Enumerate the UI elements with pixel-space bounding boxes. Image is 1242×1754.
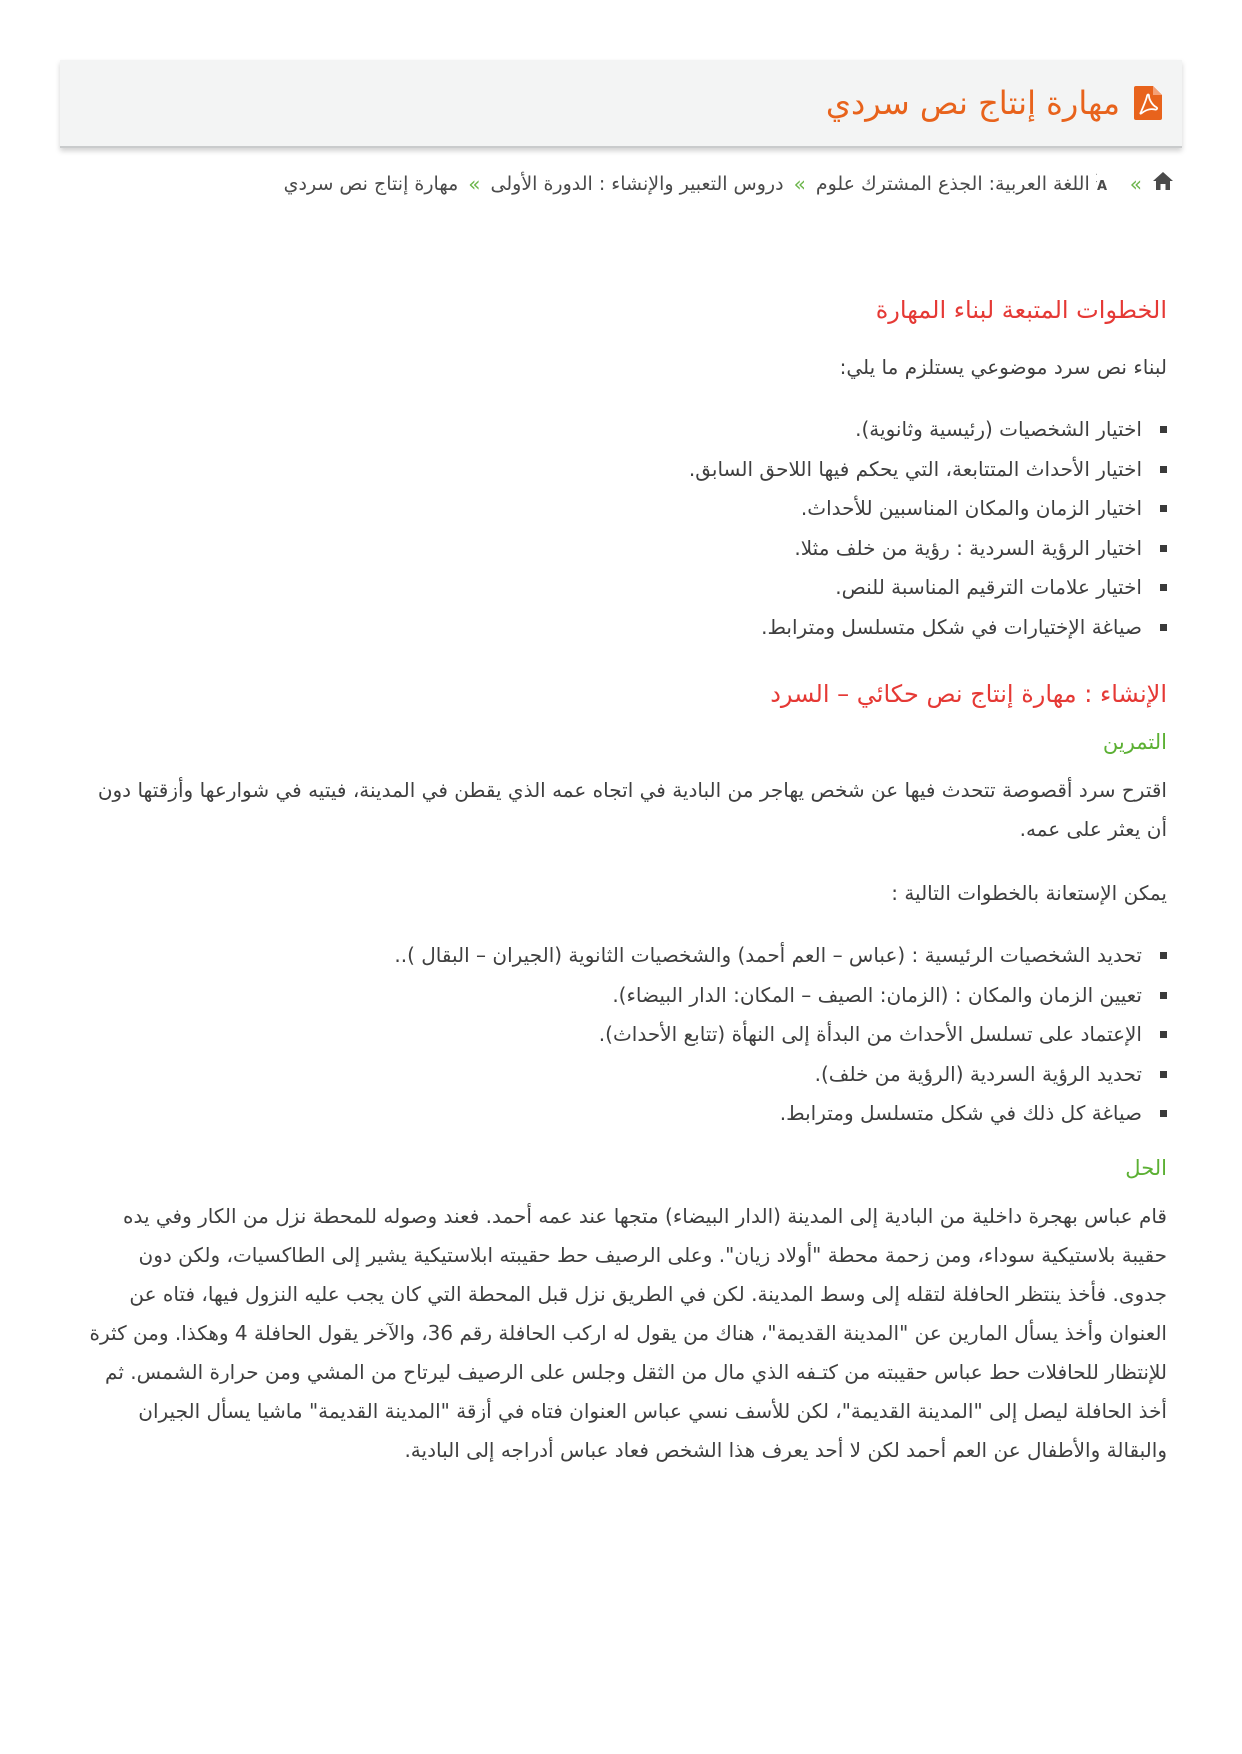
list-item: تعيين الزمان والمكان : (الزمان: الصيف – المكان: الدار البيضاء). <box>394 976 1167 1016</box>
list-item: اختيار الشخصيات (رئيسية وثانوية). <box>689 410 1167 450</box>
solution-heading: الحل <box>1125 1156 1167 1180</box>
list-item: الإعتماد على تسلسل الأحداث من البدأة إلى النهأة (تتابع الأحداث). <box>394 1015 1167 1055</box>
list-item: اختيار الزمان والمكان المناسبين للأحداث. <box>689 489 1167 529</box>
breadcrumb-item-current: مهارة إنتاج نص سردي <box>283 172 459 195</box>
home-icon[interactable] <box>1152 171 1174 196</box>
exercise-text: اقترح سرد أقصوصة تتحدث فيها عن شخص يهاجر من البادية في اتجاه عمه الذي يقطن في المدينة، فيتيه في شوارعها وأزقتها دون أن يعثر على عمه. <box>97 778 1167 841</box>
pdf-icon[interactable] <box>1134 86 1162 120</box>
list-item: اختيار علامات الترقيم المناسبة للنص. <box>689 568 1167 608</box>
steps-list <box>689 410 1167 647</box>
breadcrumb-separator: » <box>793 171 806 196</box>
translate-icon <box>1096 170 1120 197</box>
steps-intro-2: يمكن الإستعانة بالخطوات التالية : <box>891 881 1167 905</box>
list-item: اختيار الرؤية السردية : رؤية من خلف مثلا. <box>689 529 1167 569</box>
breadcrumb-item-subject[interactable]: اللغة العربية: الجذع المشترك علوم <box>815 172 1090 195</box>
section-heading-composition: الإنشاء : مهارة إنتاج نص حكائي – السرد <box>770 680 1167 708</box>
list-item: تحديد الرؤية السردية (الرؤية من خلف). <box>394 1055 1167 1095</box>
exercise-heading: التمرين <box>1102 730 1167 754</box>
section-heading-steps: الخطوات المتبعة لبناء المهارة <box>875 296 1167 324</box>
steps-intro: لبناء نص سرد موضوعي يستلزم ما يلي: <box>839 355 1167 379</box>
exercise-steps-list <box>394 936 1167 1134</box>
breadcrumb-separator: » <box>468 171 481 196</box>
page-header <box>60 60 1182 148</box>
breadcrumb-item-lessons[interactable]: دروس التعبير والإنشاء : الدورة الأولى <box>490 172 784 195</box>
list-item: تحديد الشخصيات الرئيسية : (عباس – العم أحمد) والشخصيات الثانوية (الجيران – البقال ).. <box>394 936 1167 976</box>
svg-text:A: A <box>1096 179 1107 192</box>
solution-text: قام عباس بهجرة داخلية من البادية إلى المدينة (الدار البيضاء) متجها عند عمه أحمد. فعند وصوله للمحطة نزل من الكار وفي يده حقيبة بلاستيكية سوداء، ومن زحمة محطة "أولاد زيان". وعلى الرصيف حط حقيبته ابلاستيكية يشير إلى الطاكسيات، ولكن دون جدوى. فأخذ ينتظر الحافلة لتقله إلى وسط المدينة. لكن في الطريق نزل قبل المحطة التي كان يجب عليه النزول فيها، فتاه عن العنوان وأخذ يسأل المارين عن "المدينة القديمة"، هناك من يقول له اركب الحافلة رقم 36، والآخر يقول الحافلة 4 وهكذا. ومن كثرة للإنتظار للحافلات حط عباس حقيبته من كتـفه الذي مال من الثقل وجلس على الرصيف ليرتاح من المشي ومن حرارة الشمس. ثم أخذ الحافلة ليصل إلى "المدينة القديمة"، لكن للأسف نسي عباس العنوان فتاه في أزقة "المدينة القديمة" ماشيا يسأل الجيران والبقالة والأطفال عن العم أحمد لكن لا أحد يعرف هذا الشخص فعاد عباس أدراجه إلى البادية. <box>89 1204 1167 1462</box>
list-item: صياغة الإختيارات في شكل متسلسل ومترابط. <box>689 608 1167 648</box>
page-title: مهارة إنتاج نص سردي <box>825 84 1120 122</box>
list-item: اختيار الأحداث المتتابعة، التي يحكم فيها اللاحق السابق. <box>689 450 1167 490</box>
list-item: صياغة كل ذلك في شكل متسلسل ومترابط. <box>394 1094 1167 1134</box>
breadcrumb <box>284 170 1174 197</box>
breadcrumb-separator: » <box>1129 171 1142 196</box>
